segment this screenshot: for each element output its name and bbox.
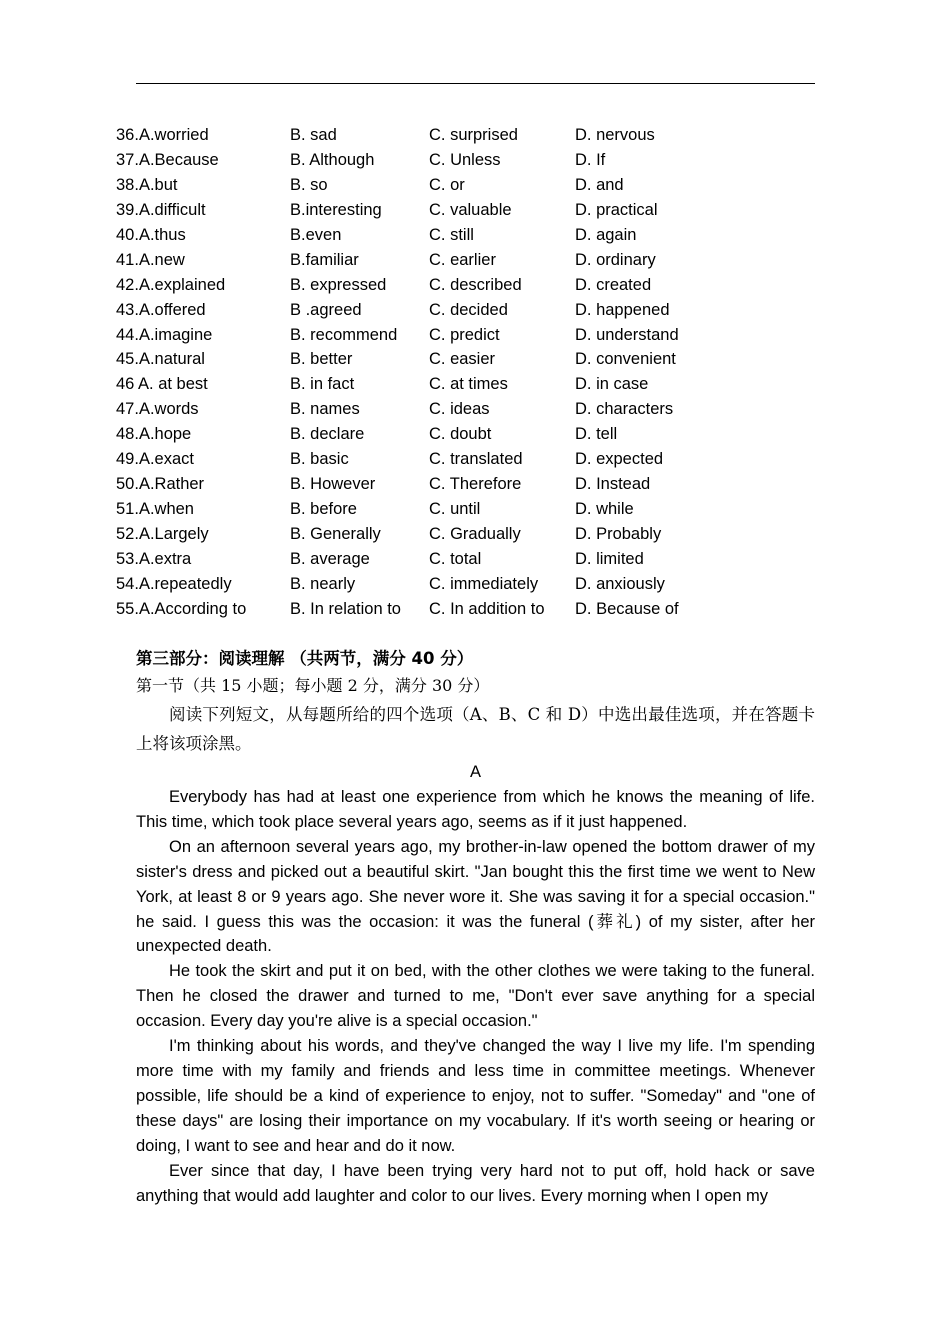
option-c: C. translated	[429, 450, 523, 469]
question-number: 47.	[116, 400, 139, 419]
option-row	[116, 522, 816, 547]
option-d: D. happened	[575, 300, 670, 319]
option-c: C. immediately	[429, 574, 539, 593]
option-a	[116, 198, 290, 223]
option-a	[116, 547, 290, 572]
option-a-text: A.Largely	[138, 525, 209, 543]
option-row	[116, 472, 816, 497]
option-row	[116, 447, 816, 472]
passage-paragraph: On an afternoon several years ago, my brother-in-law opened the bottom drawer of my sister's dress and picked out a beautiful skirt. "Jan bought this the first time we went to New York, at least 8 or 9 years ago. She never wore it. She was saving it for a special occasion." he said. I guess this was the occasion: it was the funeral (葬礼) of my sister, after her unexpected death.	[136, 837, 815, 956]
option-a	[116, 323, 290, 348]
passage-paragraph: Everybody has had at least one experience from which he knows the meaning of life. This time, which took place several years ago, seems as if it just happened.	[136, 788, 815, 831]
passage-paragraph: Ever since that day, I have been trying very hard not to put off, hold hack or save anything that would add laughter and color to our lives. Every morning when I open my	[136, 1161, 815, 1205]
option-a-text: A.thus	[138, 225, 186, 244]
options-table	[116, 123, 816, 622]
option-a	[116, 397, 290, 422]
option-a	[116, 372, 290, 397]
option-b: B.interesting	[290, 200, 382, 219]
option-a-text: A.exact	[138, 450, 194, 469]
option-a	[116, 148, 290, 173]
question-number: 55.	[116, 599, 139, 618]
option-row	[116, 298, 816, 323]
option-d: D. practical	[575, 200, 658, 219]
option-row	[116, 572, 816, 597]
option-b: B. average	[290, 549, 370, 568]
option-row	[116, 497, 816, 522]
option-b: B. Generally	[290, 525, 381, 543]
option-c: C. doubt	[429, 425, 492, 444]
question-number: 50.	[116, 475, 139, 494]
option-b: B.familiar	[290, 250, 359, 269]
option-b: B. declare	[290, 425, 365, 444]
question-number: 46	[116, 375, 139, 394]
option-c: C. Therefore	[429, 475, 522, 494]
option-a	[116, 123, 290, 148]
question-number: 36.	[116, 126, 139, 144]
option-c: C. until	[429, 500, 481, 519]
option-a-text: A.According to	[138, 599, 247, 618]
option-d: D. Because of	[575, 599, 679, 618]
option-a-text: A.repeatedly	[138, 574, 232, 593]
option-row	[116, 422, 816, 447]
question-number: 53.	[116, 549, 139, 568]
option-c: C. surprised	[429, 126, 518, 144]
option-a-text: A.difficult	[138, 200, 206, 219]
option-c: C. easier	[429, 350, 496, 369]
option-c: C. described	[429, 275, 522, 294]
option-row	[116, 223, 816, 248]
option-a	[116, 497, 290, 522]
option-row	[116, 347, 816, 372]
question-number: 45.	[116, 350, 139, 369]
option-d: D. characters	[575, 400, 674, 419]
section-subtitle: 第一节（共 15 小题；每小题 2 分，满分 30 分）	[136, 676, 490, 695]
option-d: D. again	[575, 225, 637, 244]
section-title: 第三部分：阅读理解 （共两节，满分 40 分）	[136, 649, 474, 668]
question-number: 48.	[116, 425, 139, 444]
question-number: 54.	[116, 574, 139, 593]
question-number: 51.	[116, 500, 139, 519]
option-b: B. in fact	[290, 375, 355, 394]
option-a-text: A.when	[138, 500, 194, 519]
option-a-text: A.worried	[138, 126, 209, 144]
option-a	[116, 223, 290, 248]
question-number: 43.	[116, 300, 139, 319]
option-b: B. In relation to	[290, 599, 401, 618]
question-number: 40.	[116, 225, 139, 244]
section-instruction: 阅读下列短文，从每题所给的四个选项（A、B、C 和 D）中选出最佳选项，并在答题卡上将该项涂黑。	[136, 705, 815, 753]
option-row	[116, 547, 816, 572]
option-a-text: A.offered	[138, 300, 206, 319]
option-d: D. and	[575, 175, 624, 194]
option-a	[116, 422, 290, 447]
option-c: C. Gradually	[429, 525, 521, 543]
option-a	[116, 347, 290, 372]
option-a	[116, 522, 290, 547]
question-number: 52.	[116, 525, 139, 543]
question-number: 41.	[116, 250, 139, 269]
option-d: D. understand	[575, 325, 679, 344]
option-a	[116, 597, 290, 622]
option-a-text: A.extra	[138, 549, 192, 568]
option-d: D. tell	[575, 425, 618, 444]
option-d: D. anxiously	[575, 574, 665, 593]
option-b: B. names	[290, 400, 360, 419]
option-d: D. created	[575, 275, 652, 294]
reading-section	[136, 646, 815, 1208]
passage-body	[136, 785, 815, 1208]
option-b: B. before	[290, 500, 357, 519]
option-a	[116, 248, 290, 273]
option-a-text: A.Because	[138, 150, 219, 169]
option-row	[116, 323, 816, 348]
option-d: D. ordinary	[575, 250, 656, 269]
option-c: C. valuable	[429, 200, 512, 219]
option-row	[116, 273, 816, 298]
question-number: 49.	[116, 450, 139, 469]
option-b: B. expressed	[290, 275, 387, 294]
option-a-text: A.natural	[138, 350, 205, 369]
option-a	[116, 572, 290, 597]
option-row	[116, 198, 816, 223]
option-d: D. expected	[575, 450, 664, 469]
option-c: C. total	[429, 549, 482, 568]
option-d: D. in case	[575, 375, 649, 394]
question-number: 42.	[116, 275, 139, 294]
option-row	[116, 248, 816, 273]
option-c: C. predict	[429, 325, 500, 344]
option-row	[116, 173, 816, 198]
option-c: C. In addition to	[429, 599, 545, 618]
question-number: 38.	[116, 175, 139, 194]
option-d: D. nervous	[575, 126, 655, 144]
option-d: D. convenient	[575, 350, 676, 369]
option-row	[116, 372, 816, 397]
option-a-text: A.hope	[138, 425, 192, 444]
option-a	[116, 298, 290, 323]
option-b: B. better	[290, 350, 353, 369]
option-a	[116, 173, 290, 198]
option-row	[116, 123, 816, 148]
option-row	[116, 148, 816, 173]
option-b: B.even	[290, 225, 342, 244]
option-b: B. sad	[290, 126, 337, 144]
option-d: D. Instead	[575, 475, 651, 494]
option-b: B. recommend	[290, 325, 398, 344]
question-number: 37.	[116, 150, 139, 169]
question-number: 44.	[116, 325, 139, 344]
option-a-text: A.new	[138, 250, 185, 269]
option-a-text: A.but	[138, 175, 178, 194]
option-c: C. still	[429, 225, 474, 244]
option-a-text: A.explained	[138, 275, 226, 294]
question-number: 39.	[116, 200, 139, 219]
option-d: D. Probably	[575, 525, 662, 543]
option-a-text: A.imagine	[138, 325, 213, 344]
option-b: B. Although	[290, 150, 375, 169]
option-row	[116, 397, 816, 422]
option-row	[116, 597, 816, 622]
option-b: B. However	[290, 475, 376, 494]
option-b: B. basic	[290, 450, 349, 469]
option-b: B. nearly	[290, 574, 356, 593]
passage-letter: A	[469, 763, 481, 781]
option-c: C. decided	[429, 300, 508, 319]
option-b: B. so	[290, 175, 328, 194]
option-a-text: A. at best	[138, 375, 208, 394]
option-c: C. earlier	[429, 250, 496, 269]
header-rule	[136, 83, 815, 84]
option-a	[116, 472, 290, 497]
option-c: C. Unless	[429, 150, 501, 169]
passage-paragraph: He took the skirt and put it on bed, with the other clothes we were taking to the funeral. Then he closed the drawer and turned to me, "Don't ever save anything for a special occasion. Every day you're alive is a special occasion."	[136, 962, 815, 1031]
option-a	[116, 447, 290, 472]
option-c: C. or	[429, 175, 465, 194]
option-d: D. limited	[575, 549, 644, 568]
passage-paragraph: I'm thinking about his words, and they've changed the way I live my life. I'm spending more time with my family and friends and less time in committee meetings. Whenever possible, life should be a kind of experience to enjoy, not to suffer. "Someday" and "one of these days" are losing their importance on my vocabulary. If it's worth seeing or hearing or doing, I want to see and hear and do it now.	[136, 1037, 815, 1155]
option-a	[116, 273, 290, 298]
option-a-text: A.Rather	[138, 475, 205, 494]
option-c: C. at times	[429, 375, 508, 394]
option-d: D. If	[575, 150, 606, 169]
option-b: B .agreed	[290, 300, 362, 319]
option-d: D. while	[575, 500, 634, 519]
option-c: C. ideas	[429, 400, 490, 419]
option-a-text: A.words	[138, 400, 199, 419]
